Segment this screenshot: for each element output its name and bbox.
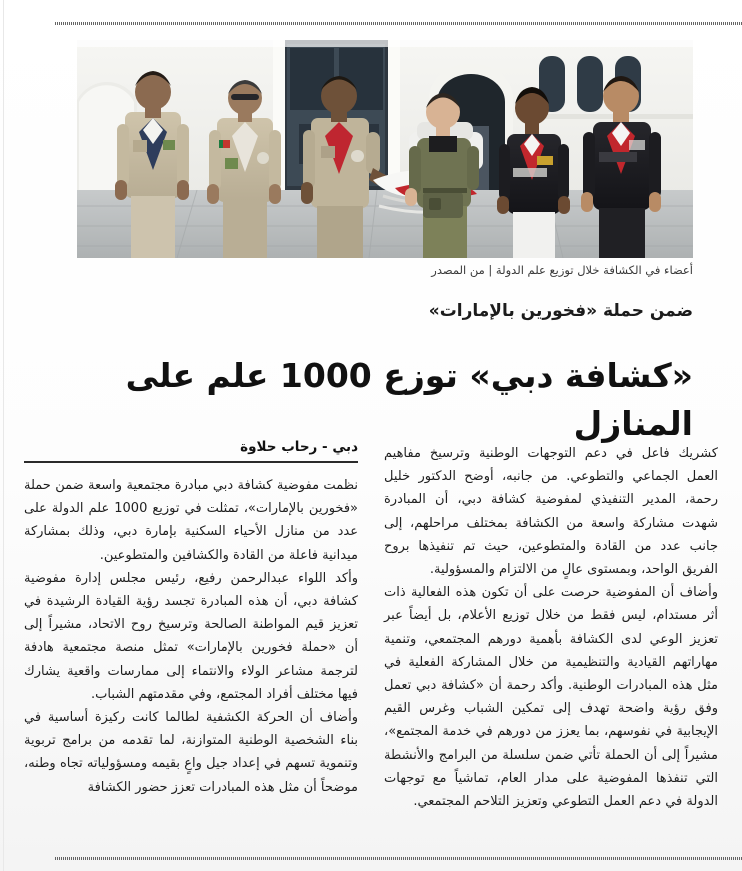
paragraph: وأكد اللواء عبدالرحمن رفيع، رئيس مجلس إدارة مفوضية كشافة دبي، أن هذه المبادرة تجسد رؤية القيادة الرشيدة في تعزيز قيم المواطنة الصالحة وترسيخ روح الاتحاد، مشيراً إلى أن «حملة فخورين بالإمارات» تمثل منصة مجتمعية هادفة لترجمة مشاعر الولاء والانتماء إلى ممارسات واقعية يشارك فيها مختلف أفراد المجتمع، وفي مقدمتهم الشباب. — [24, 570, 358, 702]
article-kicker: ضمن حملة «فخورين بالإمارات» — [428, 301, 693, 321]
article-column-right — [24, 438, 358, 843]
paragraph: وأضاف أن المفوضية حرصت على أن تكون هذه الفعالية ذات أثر مستدام، ليس فقط من خلال توزيع الأعلام، بل أيضاً عبر تعزيز الوعي لدى الكشافة بأهمية دورهم المجتمعي، وتنمية مهاراتهم القيادية والتنظيمية من خلال المشاركة الفعلية في مثل هذه المبادرات الوطنية. وأكد رحمة أن «كشافة دبي تعمل وفق رؤية واضحة تهدف إلى تمكين الشباب وغرس القيم الإيجابية في نفوسهم، بما يعزز من دورهم في خدمة المجتمع»، مشيراً إلى أن الحملة تأتي ضمن سلسلة من البرامج والأنشطة التي تنفذها المفوضية على مدار العام، تماشياً مع توجهات الدولة في دعم العمل التطوعي وتعزيز التلاحم المجتمعي. — [384, 585, 718, 810]
page-title: «كشافة دبي» توزع 1000 علم على المنازل — [125, 356, 693, 444]
bottom-dotted-rule — [55, 857, 742, 860]
paragraph: كشريك فاعل في دعم التوجهات الوطنية وترسيخ مفاهيم العمل الجماعي والتطوعي. من جانبه، أوضح الدكتور خليل رحمة، المدير التنفيذي لمفوضية كشافة دبي، أن المبادرة شهدت مشاركة واسعة من الكشافة بمختلف مراحلهم، إلى جانب عدد من القادة والمتطوعين، حيث تم تنفيذها بروح الفريق الواحد، وبمستوى عالٍ من الالتزام والمسؤولية. — [384, 446, 718, 578]
byline-divider — [24, 461, 358, 463]
article-photo — [77, 40, 693, 258]
photo-caption: أعضاء في الكشافة خلال توزيع علم الدولة | من المصدر — [431, 263, 693, 277]
paragraph: وأضاف أن الحركة الكشفية لطالما كانت ركيزة أساسية في بناء الشخصية الوطنية المتوازنة، لما تقدمه من برامج تربوية وتنموية تسهم في إعداد جيل واعٍ بقيمه ومسؤولياته تجاه وطنه، موضحاً أن مثل هذه المبادرات تعزز حضور الكشافة — [24, 710, 358, 795]
byline: دبي - رحاب حلاوة — [240, 439, 358, 455]
column-left-text — [384, 438, 718, 813]
top-dotted-rule — [55, 22, 742, 25]
paragraph: نظمت مفوضية كشافة دبي مبادرة مجتمعية واسعة ضمن حملة «فخورين بالإمارات»، تمثلت في توزيع 1000 علم الدولة على عدد من منازل الأحياء السكنية بإمارة دبي، وذلك بمشاركة ميدانية فاعلة من القادة والكشافين والمتطوعين. — [24, 478, 358, 563]
article-column-left — [384, 438, 718, 843]
article-body — [24, 438, 718, 843]
scouts-handing-uae-flag-photo — [77, 40, 693, 258]
column-right-text — [24, 474, 358, 799]
page-left-edge — [3, 0, 4, 871]
